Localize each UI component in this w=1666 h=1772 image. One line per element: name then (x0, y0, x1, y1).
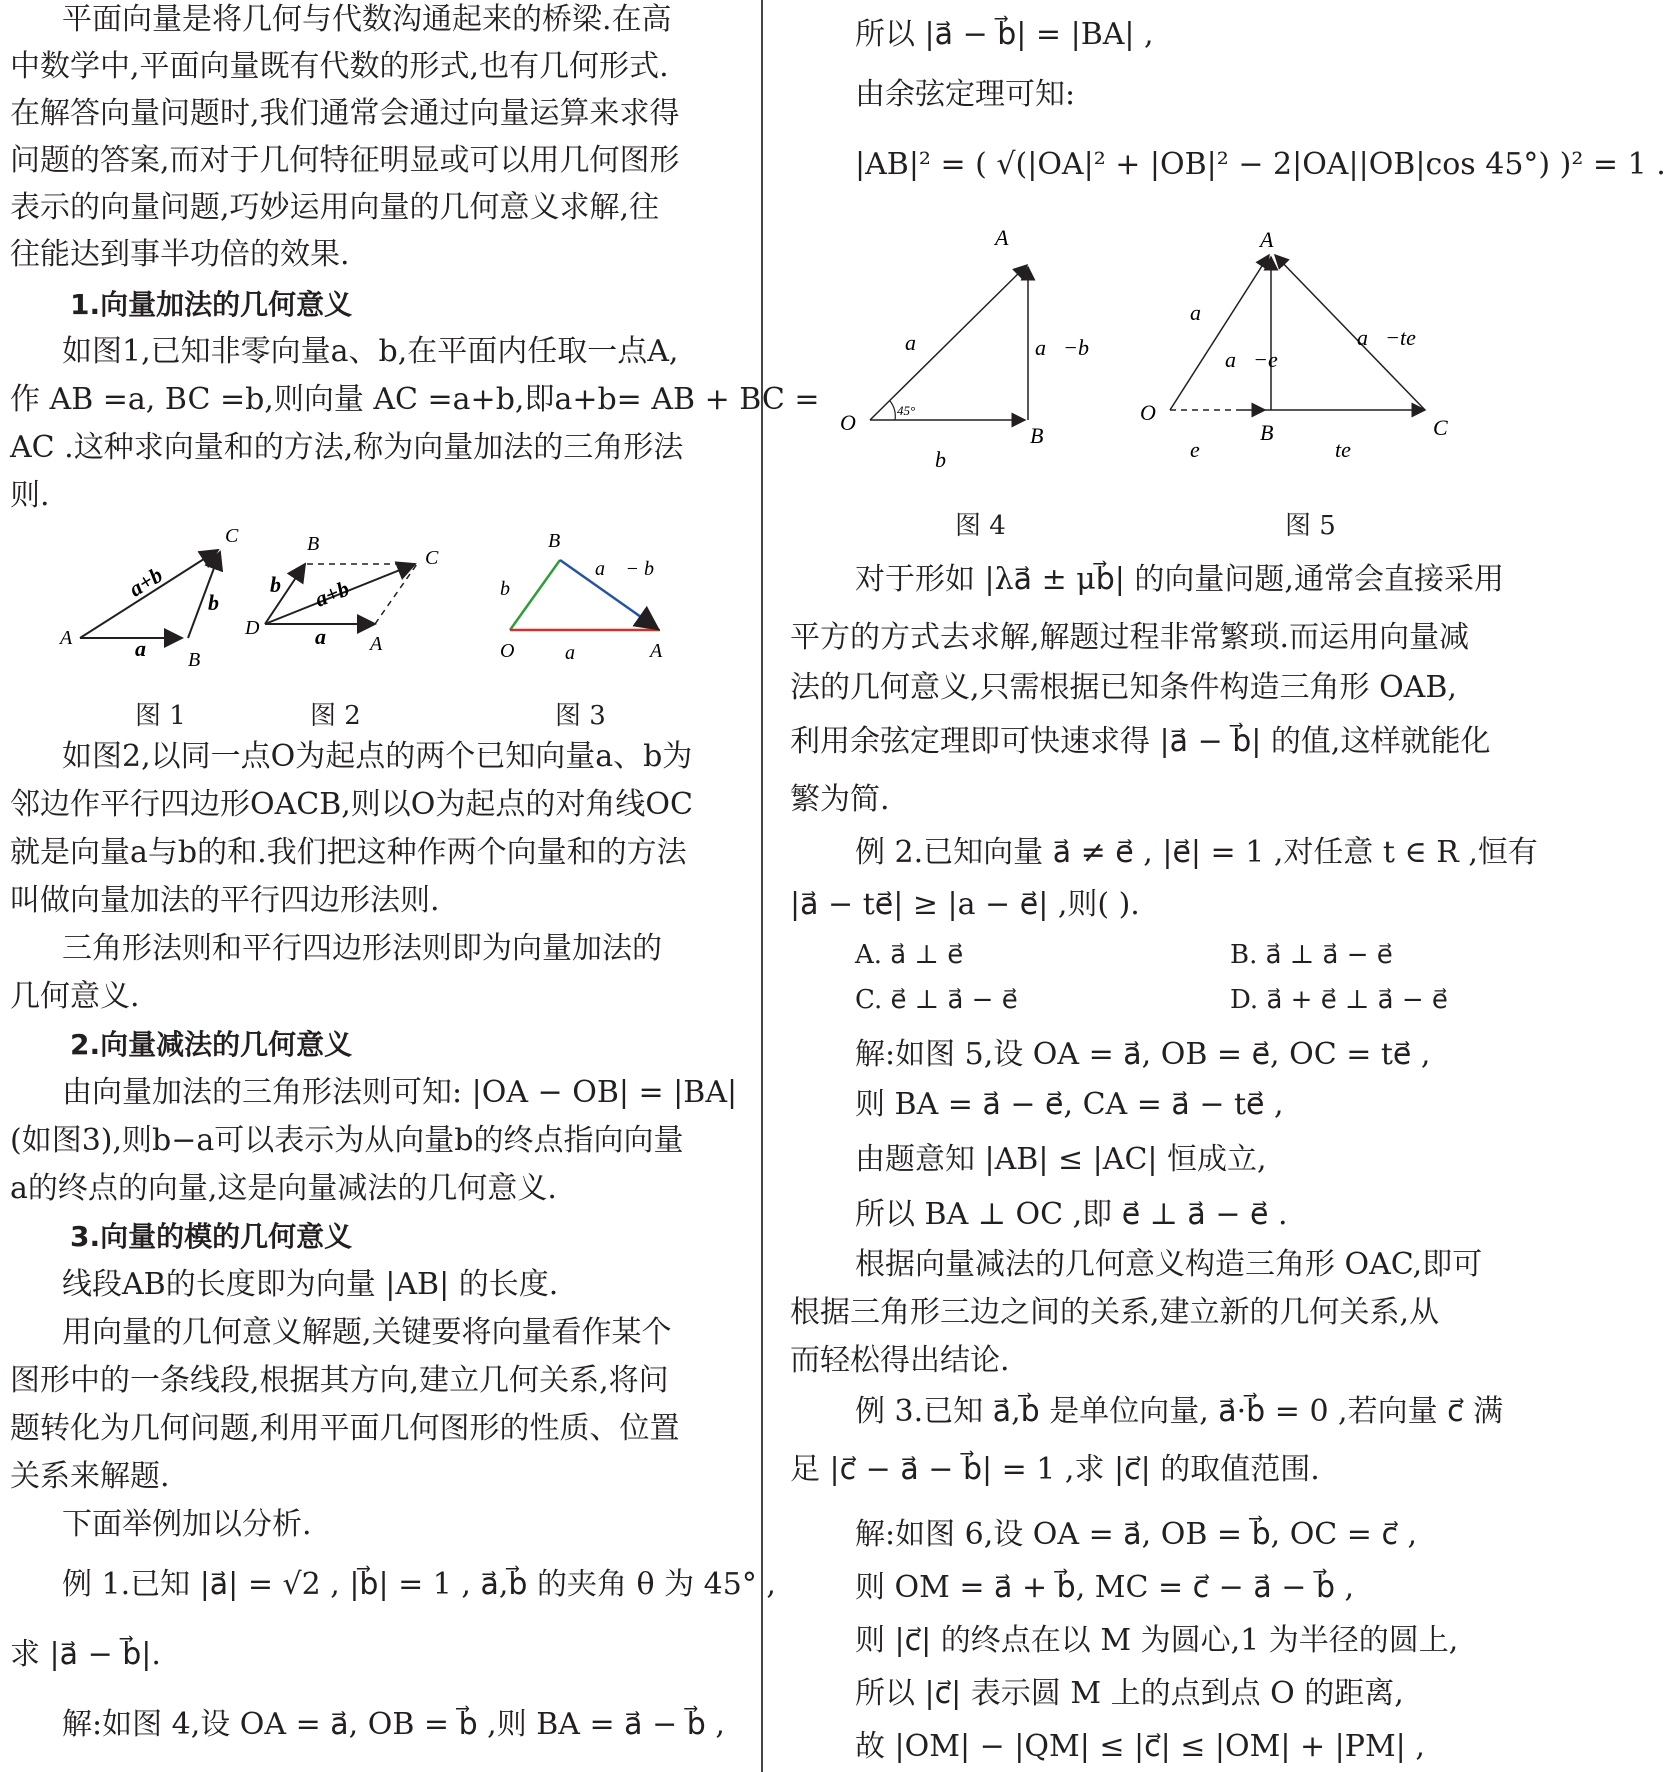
example-3-line: 足 |c⃗ − a⃗ − b⃗| = 1 ,求 |c⃗| 的取值范围. (790, 1452, 1320, 1487)
paragraph-line: 下面举例加以分析. (62, 1507, 312, 1542)
fig5-label-O: O (1140, 400, 1156, 425)
fig1-label-A: A (60, 627, 73, 649)
figure-4-caption: 图 4 (955, 511, 1006, 541)
paragraph-line: 几何意义. (10, 979, 140, 1014)
fig4-label-diff: a⃗−b⃗ (1035, 335, 1107, 360)
fig4-angle-label: 45° (897, 403, 916, 418)
fig5-label-C: C (1433, 415, 1448, 440)
paragraph-line: 关系来解题. (10, 1459, 170, 1494)
solution-1-line: 解:如图 4,设 OA = a⃗, OB = b⃗ ,则 BA = a⃗ − b⃗ , (62, 1707, 725, 1742)
figure-2-diagram (235, 520, 455, 670)
fig1-label-a: a (135, 636, 146, 661)
fig2-label-A: A (370, 633, 383, 655)
paragraph-line: 对于形如 |λa⃗ ± μb⃗| 的向量问题,通常会直接采用 (855, 562, 1504, 597)
figure-2-caption: 图 2 (310, 701, 361, 731)
fig5-label-e: e⃗ (1190, 437, 1217, 462)
fig5-label-te: te⃗ (1335, 437, 1368, 462)
fig5-label-a-te: a⃗−te⃗ (1357, 325, 1433, 350)
example-1-line: 例 1.已知 |a⃗| = √2 , |b⃗| = 1 , a⃗,b⃗ 的夹角 θ 为 45° , (62, 1567, 776, 1602)
solution-1-line: 所以 |a⃗ − b⃗| = |BA| , (855, 17, 1154, 52)
paragraph-line: a的终点的向量,这是向量减法的几何意义. (10, 1171, 557, 1206)
solution-2-line: 由题意知 |AB| ≤ |AC| 恒成立, (855, 1142, 1267, 1177)
example-2-line: 例 2.已知向量 a⃗ ≠ e⃗ , |e⃗| = 1 ,对任意 t ∈ R ,恒有 (855, 835, 1538, 870)
intro-line: 在解答向量问题时,我们通常会通过向量运算来求得 (10, 96, 680, 131)
fig3-label-a: a⃗ (565, 642, 591, 664)
paragraph-line: 图形中的一条线段,根据其方向,建立几何关系,将问 (10, 1363, 669, 1398)
intro-line: 问题的答案,而对于几何特征明显或可以用几何图形 (10, 143, 680, 178)
fig5-label-a: a⃗ (1190, 300, 1219, 325)
section-heading: 2.向量减法的几何意义 (70, 1028, 353, 1061)
figure-1-caption: 图 1 (135, 701, 186, 731)
intro-line: 中数学中,平面向量既有代数的形式,也有几何形式. (10, 49, 669, 84)
fig2-label-D: D (245, 617, 260, 639)
example-3-line: 例 3.已知 a⃗,b⃗ 是单位向量, a⃗·b⃗ = 0 ,若向量 c⃗ 满 (855, 1394, 1504, 1429)
solution-3-line: 故 |OM| − |QM| ≤ |c⃗| ≤ |OM| + |PM| , (855, 1729, 1425, 1764)
solution-3-line: 则 OM = a⃗ + b⃗, MC = c⃗ − a⃗ − b⃗ , (855, 1570, 1355, 1605)
paragraph-line: 三角形法则和平行四边形法则即为向量加法的 (62, 931, 662, 966)
fig2-label-b: b (270, 572, 281, 597)
fig5-label-a-e: a⃗−e⃗ (1225, 347, 1295, 372)
fig3-label-b: b⃗ (500, 578, 526, 600)
cosine-formula: |AB|² = ( √(|OA|² + |OB|² − 2|OA||OB|cos 45°) )² = 1 . (855, 147, 1666, 182)
fig4-label-a: a⃗ (905, 330, 934, 355)
paragraph-line: 平方的方式去求解,解题过程非常繁琐.而运用向量减 (790, 620, 1470, 655)
paragraph-line: 由向量加法的三角形法则可知: |OA − OB| = |BA| (62, 1075, 738, 1110)
figure-4-diagram (835, 225, 1107, 475)
solution-3-line: 解:如图 6,设 OA = a⃗, OB = b⃗, OC = c⃗ , (855, 1517, 1418, 1552)
fig1-label-sum: a+b (124, 561, 167, 602)
example-1-line: 求 |a⃗ − b⃗|. (10, 1637, 161, 1672)
fig4-label-b: b⃗ (935, 447, 964, 472)
paragraph-line: 就是向量a与b的和.我们把这种作两个向量和的方法 (10, 835, 687, 870)
paragraph-line: 如图1,已知非零向量a、b,在平面内任取一点A, (62, 334, 679, 369)
fig5-label-B: B (1260, 420, 1274, 445)
paragraph-line: 而轻松得出结论. (790, 1343, 1010, 1378)
fig2-label-C: C (425, 547, 439, 569)
fig1-label-B: B (188, 649, 201, 671)
option-b: B. a⃗ ⊥ a⃗ − e⃗ (1230, 940, 1393, 970)
option-d: D. a⃗ + e⃗ ⊥ a⃗ − e⃗ (1230, 985, 1448, 1015)
paragraph-line: 邻边作平行四边形OACB,则以O为起点的对角线OC (10, 787, 693, 822)
fig4-label-B: B (1030, 423, 1044, 448)
figure-5-diagram (1135, 225, 1480, 475)
paragraph-line: 叫做向量加法的平行四边形法则. (10, 883, 440, 918)
option-a: A. a⃗ ⊥ e⃗ (855, 940, 964, 970)
paragraph-line: 如图2,以同一点O为起点的两个已知向量a、b为 (62, 739, 693, 774)
figure-3-diagram (490, 525, 700, 675)
paragraph-line: 繁为简. (790, 782, 890, 817)
intro-line: 表示的向量问题,巧妙运用向量的几何意义求解,往 (10, 190, 660, 225)
solution-2-line: 则 BA = a⃗ − e⃗, CA = a⃗ − te⃗ , (855, 1087, 1284, 1122)
paragraph-line: 根据三角形三边之间的关系,建立新的几何关系,从 (790, 1295, 1440, 1330)
section-heading: 3.向量的模的几何意义 (70, 1220, 353, 1253)
fig3-label-diff: a⃗ − b⃗ (595, 558, 670, 580)
figure-5-caption: 图 5 (1285, 511, 1336, 541)
solution-3-line: 则 |c⃗| 的终点在以 M 为圆心,1 为半径的圆上, (855, 1623, 1459, 1658)
solution-3-line: 所以 |c⃗| 表示圆 M 上的点到点 O 的距离, (855, 1676, 1404, 1711)
paragraph-line: 线段AB的长度即为向量 |AB| 的长度. (62, 1267, 559, 1302)
fig5-label-A: A (1260, 227, 1274, 252)
fig1-label-b: b (208, 590, 219, 615)
fig3-label-A: A (650, 640, 663, 662)
figure-3-caption: 图 3 (555, 701, 606, 731)
paragraph-line: 根据向量减法的几何意义构造三角形 OAC,即可 (855, 1247, 1483, 1282)
paragraph-line: 法的几何意义,只需根据已知条件构造三角形 OAB, (790, 670, 1457, 705)
paragraph-line: 题转化为几何问题,利用平面几何图形的性质、位置 (10, 1411, 680, 1446)
example-2-line: |a⃗ − te⃗| ≥ |a − e⃗| ,则( ). (790, 887, 1140, 922)
intro-line: 平面向量是将几何与代数沟通起来的桥梁.在高 (62, 2, 672, 37)
section-heading: 1.向量加法的几何意义 (70, 288, 353, 321)
fig2-label-sum: a+b (311, 575, 353, 612)
paragraph-line: 用向量的几何意义解题,关键要将向量看作某个 (62, 1315, 672, 1350)
fig3-label-B: B (548, 530, 561, 552)
fig2-label-a: a (315, 624, 326, 649)
figure-1-diagram (50, 520, 250, 670)
column-divider (761, 0, 763, 1772)
option-c: C. e⃗ ⊥ a⃗ − e⃗ (855, 985, 1018, 1015)
fig4-label-O: O (840, 410, 856, 435)
fig2-label-B: B (307, 533, 320, 555)
paragraph-line: 则. (10, 478, 50, 513)
paragraph-line: AC .这种求向量和的方法,称为向量加法的三角形法 (10, 430, 684, 465)
paragraph-line: 利用余弦定理即可快速求得 |a⃗ − b⃗| 的值,这样就能化 (790, 724, 1491, 759)
paragraph-line: (如图3),则b−a可以表示为从向量b的终点指向向量 (10, 1123, 684, 1158)
solution-2-line: 解:如图 5,设 OA = a⃗, OB = e⃗, OC = te⃗ , (855, 1037, 1431, 1072)
fig4-label-A: A (995, 225, 1009, 250)
fig1-label-C: C (225, 525, 239, 547)
intro-line: 往能达到事半功倍的效果. (10, 237, 350, 272)
paragraph-line: 作 AB =a, BC =b,则向量 AC =a+b,即a+b= AB + BC = (10, 382, 820, 417)
fig3-label-O: O (500, 640, 515, 662)
solution-1-line: 由余弦定理可知: (855, 77, 1076, 112)
solution-2-line: 所以 BA ⊥ OC ,即 e⃗ ⊥ a⃗ − e⃗ . (855, 1197, 1288, 1232)
